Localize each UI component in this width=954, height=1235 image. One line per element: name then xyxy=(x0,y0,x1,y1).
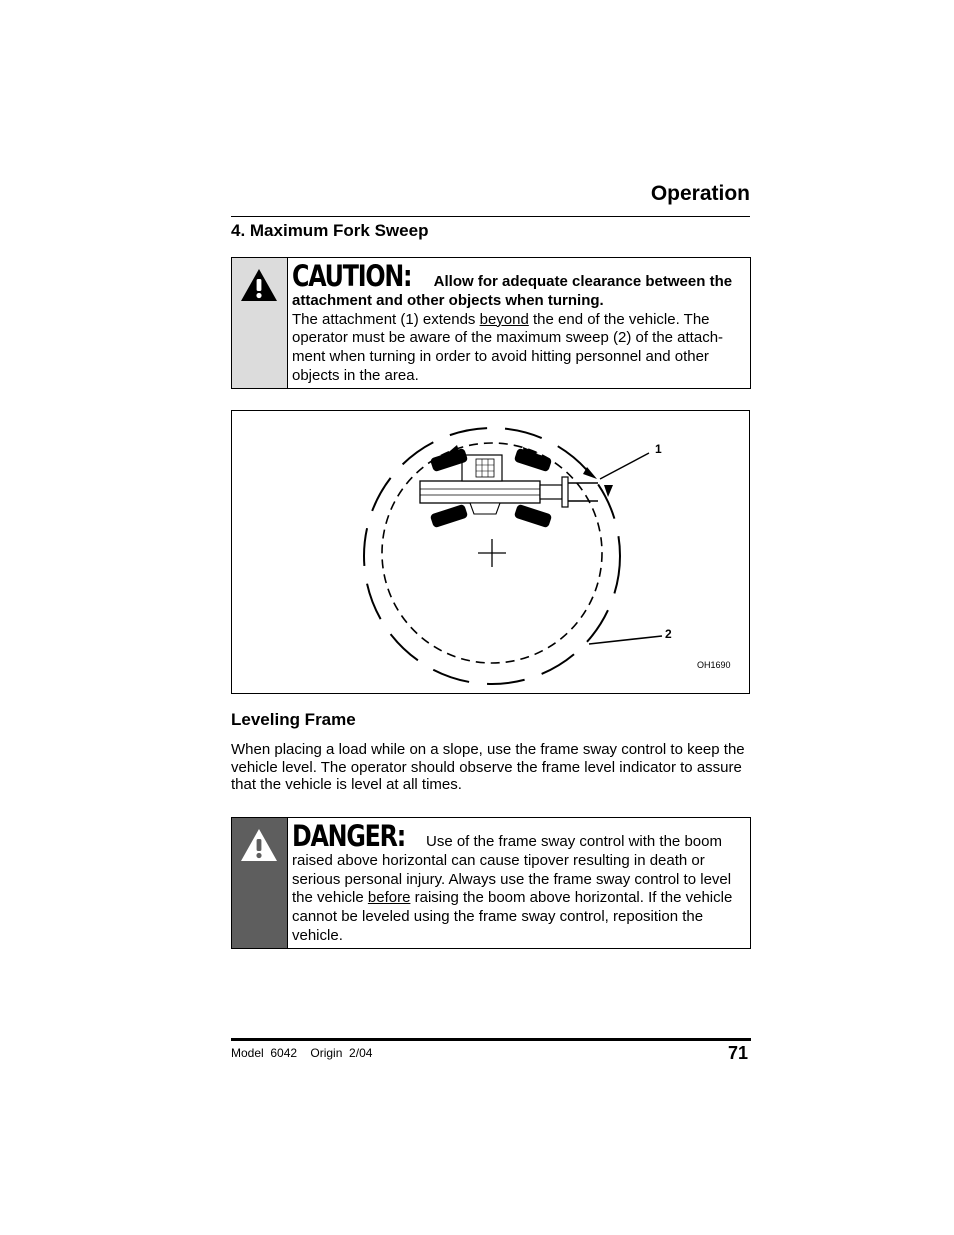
caution-box xyxy=(231,257,751,389)
danger-underlined: before xyxy=(367,889,411,907)
caution-body xyxy=(288,258,750,388)
forklift-sweep-diagram-icon xyxy=(232,411,749,693)
header-rule xyxy=(231,216,750,217)
warning-triangle-icon xyxy=(239,827,279,863)
leveling-heading: Leveling Frame xyxy=(231,710,356,729)
caution-sidebar xyxy=(232,258,288,388)
danger-box xyxy=(231,817,751,949)
section-title: Operation xyxy=(650,182,750,205)
danger-sidebar xyxy=(232,818,288,948)
footer-rule xyxy=(231,1038,751,1041)
callout-2: 2 xyxy=(665,627,672,641)
danger-text-2: raising the boom above horizontal. If the vehicle cannot be leveled using the frame sway control, reposition the vehicle. xyxy=(292,889,733,944)
caution-text-1: The attachment (1) extends xyxy=(292,310,480,328)
danger-text-1: Use of the frame sway control with the boom raised above horizontal can cause tipover resulting in death or serious personal injury. Always use the frame sway control to level the vehicle xyxy=(292,833,732,907)
callout-1: 1 xyxy=(655,442,662,456)
figure-id: OH1690 xyxy=(697,660,731,670)
danger-body xyxy=(288,818,750,948)
page-number: 71 xyxy=(727,1043,748,1063)
caution-lead: Allow for adequate clearance between the attachment and other objects when turning. xyxy=(292,273,733,309)
caution-signal-word: CAUTION: xyxy=(292,259,412,293)
leveling-paragraph: When placing a load while on a slope, use the frame sway control to keep the vehicle level. The operator should observe the frame level indicator to assure that the vehicle is level at all times. xyxy=(231,741,745,794)
fork-sweep-figure xyxy=(231,410,750,694)
fork-sweep-heading: 4. Maximum Fork Sweep xyxy=(231,221,429,240)
danger-signal-word: DANGER: xyxy=(292,819,406,853)
caution-text-2: the end of the vehicle. The operator must be aware of the maximum sweep (2) of the attach-ment when turning in order to avoid hitting personnel and other objects in the area. xyxy=(292,310,724,384)
warning-triangle-icon xyxy=(239,267,279,303)
caution-underlined: beyond xyxy=(479,310,529,328)
footer-model-info: Model 6042 Origin 2/04 xyxy=(231,1046,373,1060)
